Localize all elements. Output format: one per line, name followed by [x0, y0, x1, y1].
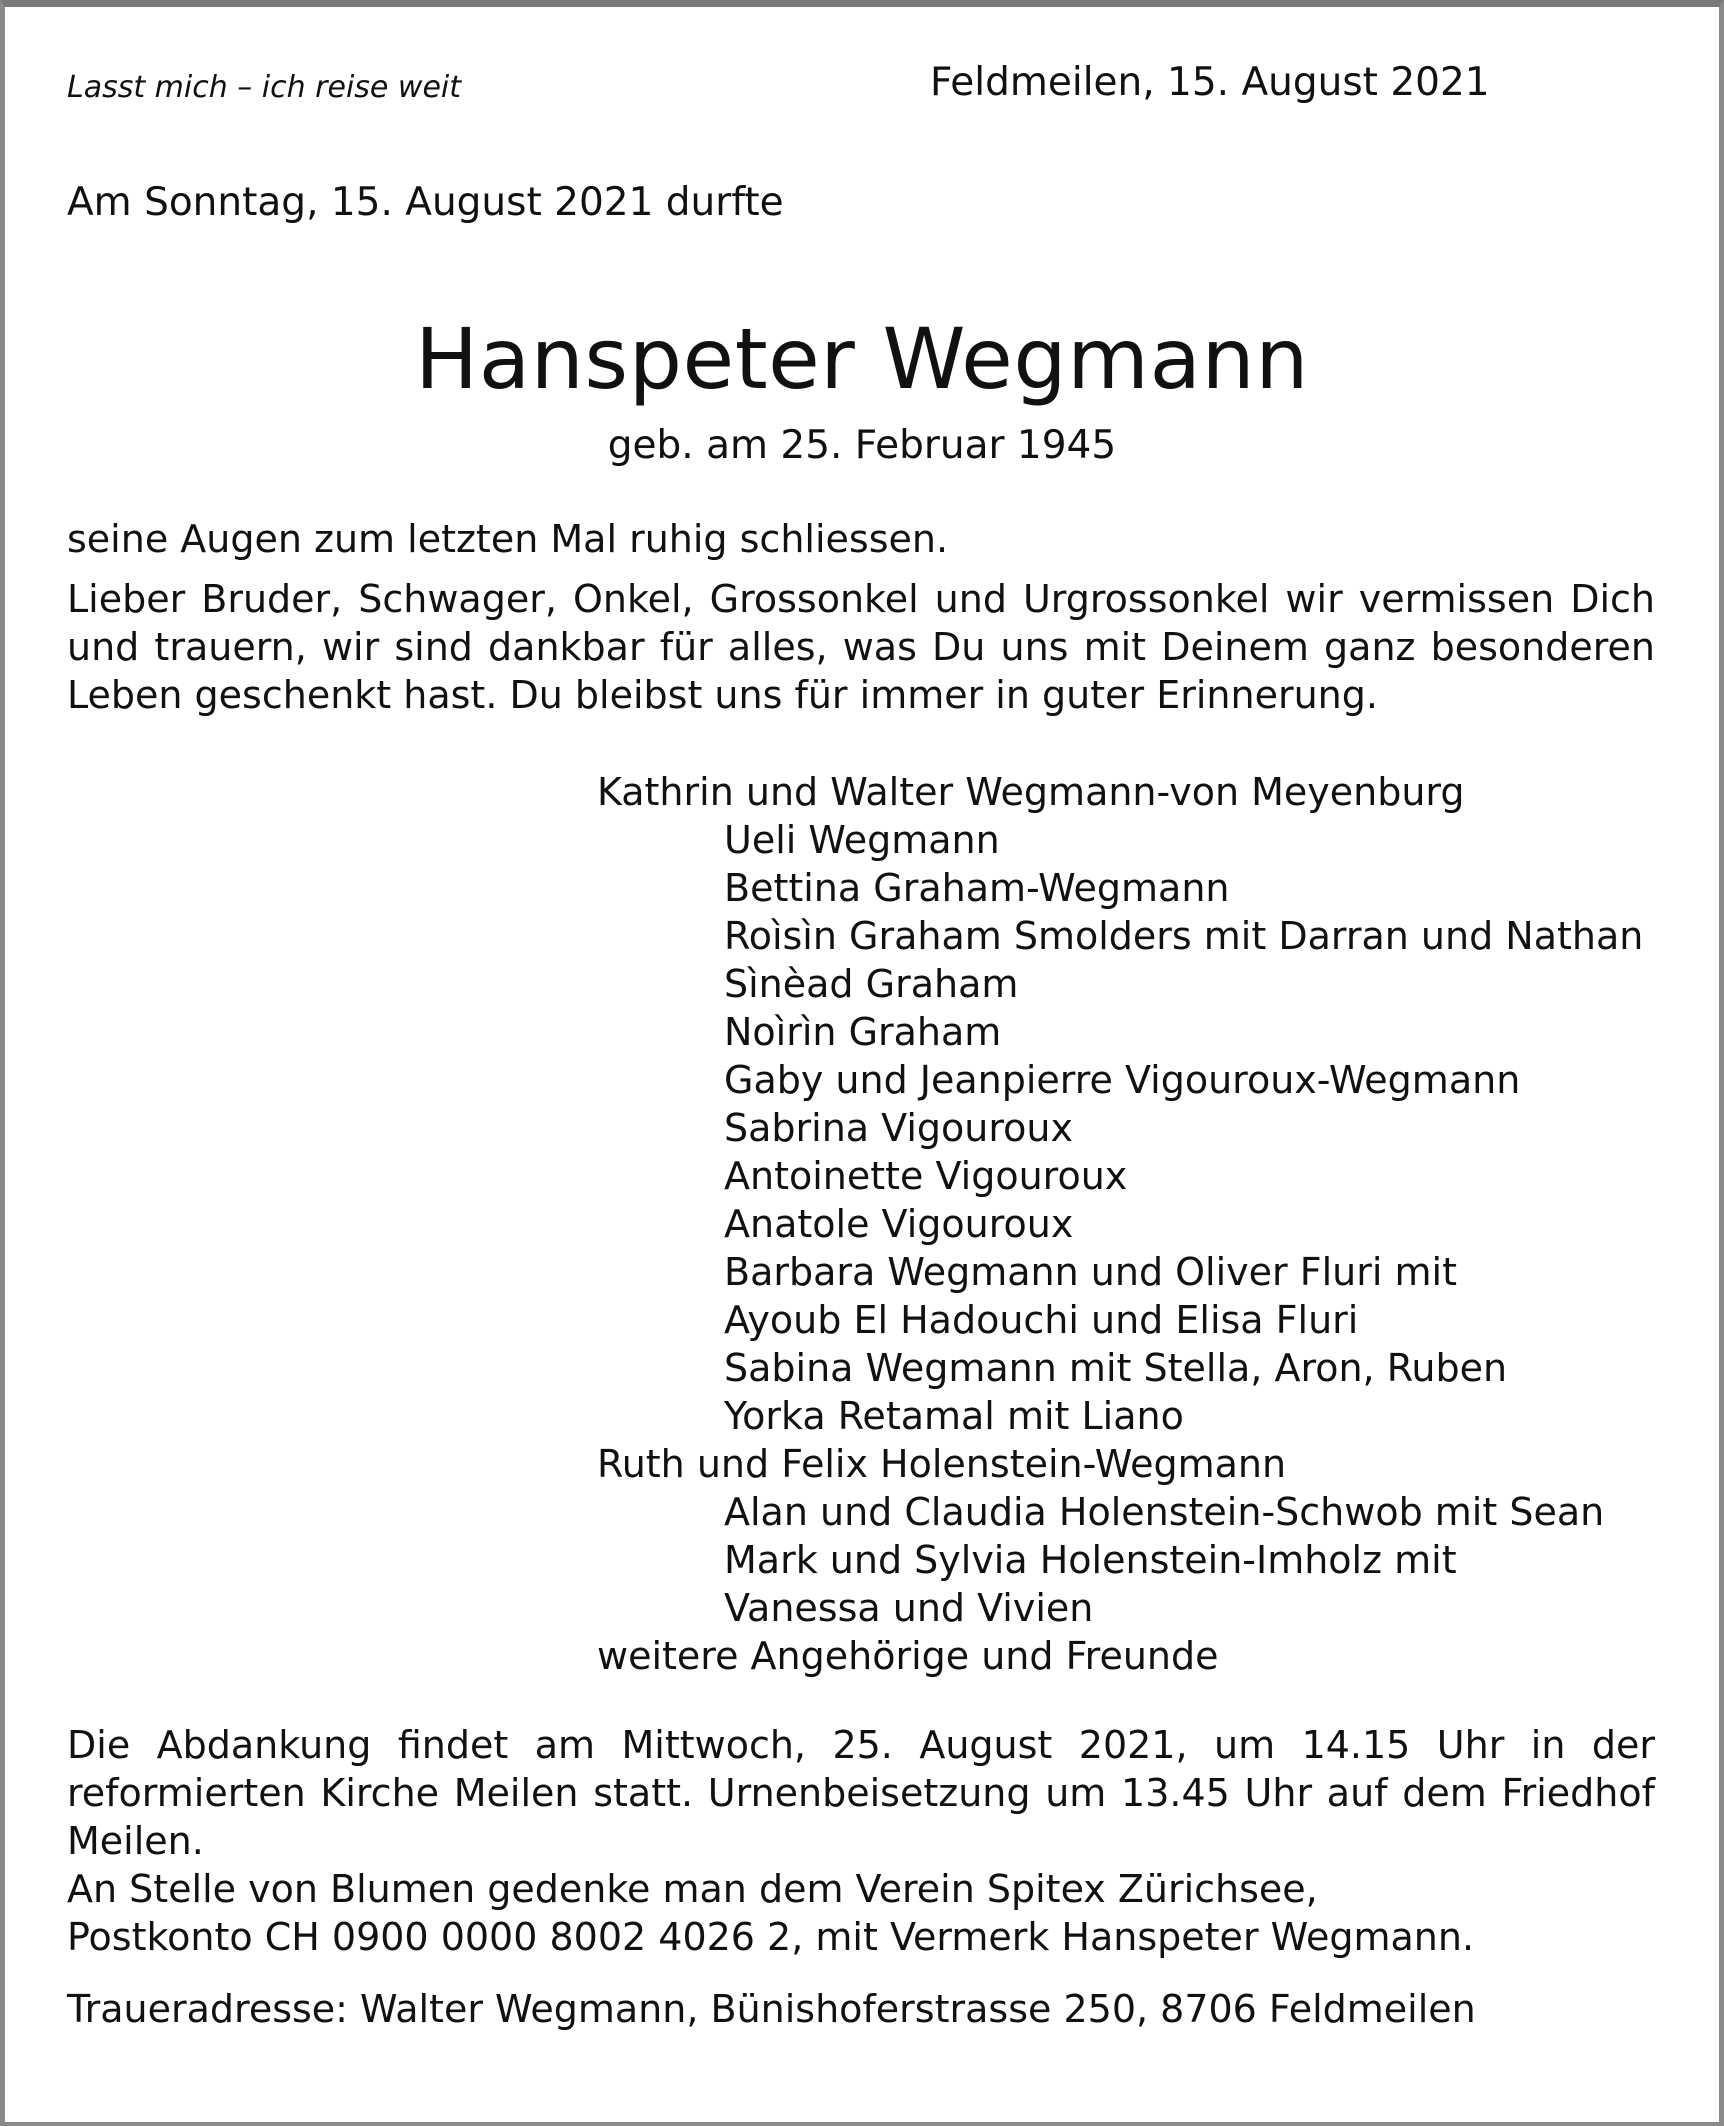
- deceased-name: Hanspeter Wegmann: [415, 310, 1309, 408]
- mourner-entry: Barbara Wegmann und Oliver Fluri mit: [724, 1250, 1457, 1294]
- mourner-entry: Ayoub El Hadouchi und Elisa Fluri: [724, 1298, 1359, 1342]
- mourner-entry: Anatole Vigouroux: [724, 1202, 1074, 1246]
- mourner-entry: Gaby und Jeanpierre Vigouroux-Wegmann: [724, 1058, 1521, 1102]
- mourner-entry: Sìnèad Graham: [724, 962, 1019, 1006]
- mourner-entry: Antoinette Vigouroux: [724, 1154, 1128, 1198]
- birth-date: geb. am 25. Februar 1945: [607, 423, 1117, 468]
- closing-line: seine Augen zum letzten Mal ruhig schliessen.: [67, 517, 949, 561]
- donation-line-1: An Stelle von Blumen gedenke man dem Verein Spitex Zürichsee,: [67, 1867, 1318, 1911]
- mourner-entry: weitere Angehörige und Freunde: [597, 1634, 1219, 1678]
- mourner-entry: Ruth und Felix Holenstein-Wegmann: [597, 1442, 1287, 1486]
- mourner-entry: Yorka Retamal mit Liano: [724, 1394, 1184, 1438]
- mourner-entry: Sabrina Vigouroux: [724, 1106, 1073, 1150]
- donation-paragraph: [67, 1865, 1655, 1961]
- mourner-entry: Noìrìn Graham: [724, 1010, 1002, 1054]
- mourner-entry: Vanessa und Vivien: [724, 1586, 1094, 1630]
- mourner-entry: Roìsìn Graham Smolders mit Darran und Nathan: [724, 914, 1644, 958]
- mourner-entry: Bettina Graham-Wegmann: [724, 866, 1230, 910]
- place-date: Feldmeilen, 15. August 2021: [930, 60, 1490, 105]
- mourner-entry: Mark und Sylvia Holenstein-Imholz mit: [724, 1538, 1457, 1582]
- mourners-list: [597, 768, 1643, 1680]
- mourner-entry: Kathrin und Walter Wegmann-von Meyenburg: [597, 770, 1465, 814]
- intro-line: Am Sonntag, 15. August 2021 durfte: [67, 180, 784, 225]
- message-paragraph: Lieber Bruder, Schwager, Onkel, Grossonkel und Urgrossonkel wir vermissen Dich und trauern, wir sind dankbar für alles, was Du uns mit Deinem ganz besonderen Leben geschenkt hast. Du bleibst uns für immer in guter Erinnerung.: [67, 577, 1655, 717]
- mourner-entry: Ueli Wegmann: [724, 818, 1000, 862]
- mourner-entry: Alan und Claudia Holenstein-Schwob mit Sean: [724, 1490, 1605, 1534]
- mourner-entry: Sabina Wegmann mit Stella, Aron, Ruben: [724, 1346, 1508, 1390]
- mourning-address: Traueradresse: Walter Wegmann, Bünishoferstrasse 250, 8706 Feldmeilen: [67, 1987, 1476, 2031]
- motto: Lasst mich – ich reise weit: [67, 70, 462, 105]
- donation-line-2: Postkonto CH 0900 0000 8002 4026 2, mit Vermerk Hanspeter Wegmann.: [67, 1915, 1475, 1959]
- ceremony-paragraph: Die Abdankung findet am Mittwoch, 25. August 2021, um 14.15 Uhr in der reformierten Kirche Meilen statt. Urnenbeisetzung um 13.45 Uhr auf dem Friedhof Meilen.: [67, 1723, 1655, 1863]
